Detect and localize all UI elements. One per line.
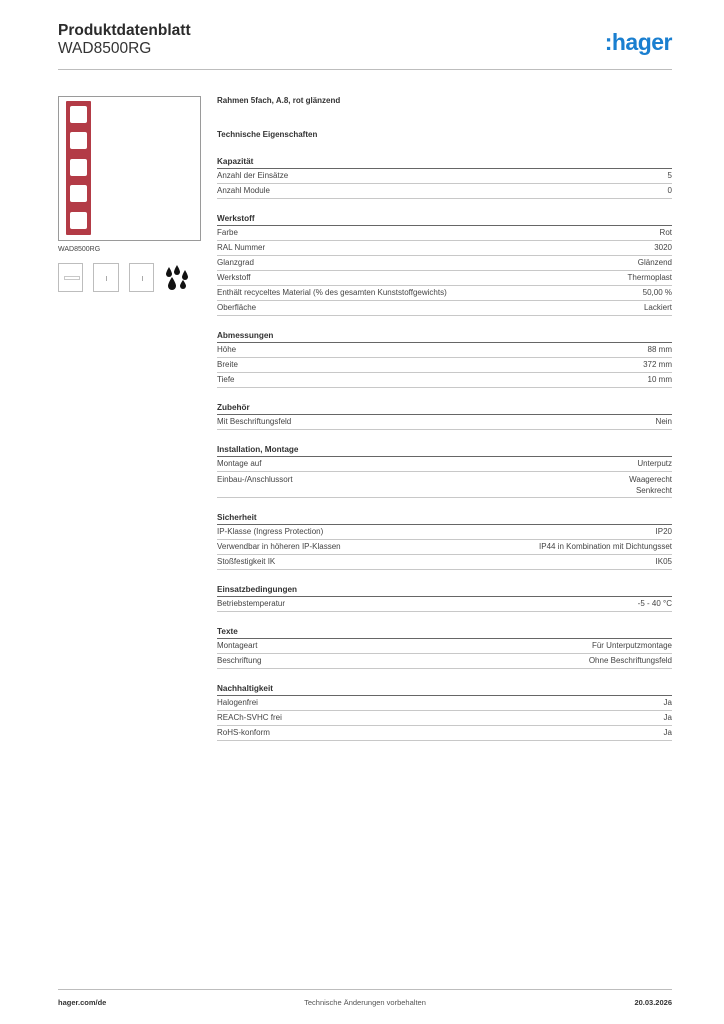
spec-label: Tiefe bbox=[217, 375, 235, 384]
spec-value: 10 mm bbox=[647, 375, 672, 384]
spec-group-title: Texte bbox=[217, 626, 672, 639]
spec-group-title: Abmessungen bbox=[217, 330, 672, 343]
spec-value: IK05 bbox=[655, 557, 672, 566]
spec-row bbox=[217, 472, 672, 498]
spec-group-title: Nachhaltigkeit bbox=[217, 683, 672, 696]
spec-row bbox=[217, 597, 672, 612]
footer-website[interactable]: hager.com/de bbox=[58, 998, 107, 1007]
spec-value: 3020 bbox=[654, 243, 672, 252]
spec-label: Enthält recyceltes Material (% des gesamten Kunststoffgewichts) bbox=[217, 288, 447, 297]
spec-label: Montage auf bbox=[217, 459, 262, 468]
specifications-column bbox=[217, 96, 672, 741]
spec-row bbox=[217, 256, 672, 271]
frame-side-icon[interactable] bbox=[93, 263, 118, 292]
spec-group bbox=[217, 626, 672, 669]
spec-row bbox=[217, 696, 672, 711]
spec-row bbox=[217, 226, 672, 241]
product-media-column bbox=[58, 96, 202, 292]
spec-value: Für Unterputzmontage bbox=[591, 641, 672, 650]
spec-value: Rot bbox=[659, 228, 672, 237]
spec-group bbox=[217, 213, 672, 316]
spec-label: Farbe bbox=[217, 228, 238, 237]
spec-value: IP20 bbox=[655, 527, 672, 536]
spec-label: Anzahl Module bbox=[217, 186, 270, 195]
red-frame-illustration bbox=[66, 101, 91, 235]
spec-row bbox=[217, 241, 672, 256]
spec-label: Einbau-/Anschlussort bbox=[217, 475, 293, 484]
spec-value: Unterputz bbox=[637, 459, 672, 468]
document-title: Produktdatenblatt bbox=[58, 22, 191, 39]
frame-slot bbox=[70, 132, 87, 149]
frame-slot bbox=[70, 106, 87, 123]
spec-value: 0 bbox=[667, 186, 672, 195]
spec-label: Werkstoff bbox=[217, 273, 251, 282]
frame-slot bbox=[70, 185, 87, 202]
spec-group bbox=[217, 330, 672, 388]
spec-value: Ohne Beschriftungsfeld bbox=[588, 656, 672, 665]
spec-row bbox=[217, 654, 672, 669]
spec-label: Breite bbox=[217, 360, 238, 369]
spec-row bbox=[217, 184, 672, 199]
spec-label: Höhe bbox=[217, 345, 237, 354]
spec-label: REACh-SVHC frei bbox=[217, 713, 282, 722]
spec-value: Glänzend bbox=[637, 258, 672, 267]
spec-row bbox=[217, 358, 672, 373]
spec-value: Nein bbox=[655, 417, 672, 426]
spec-label: Halogenfrei bbox=[217, 698, 258, 707]
spec-label: Beschriftung bbox=[217, 656, 262, 665]
spec-value: Thermoplast bbox=[627, 273, 672, 282]
spec-label: Stoßfestigkeit IK bbox=[217, 557, 276, 566]
spec-label: Verwendbar in höheren IP-Klassen bbox=[217, 542, 341, 551]
section-title: Technische Eigenschaften bbox=[217, 130, 318, 139]
spec-label: Oberfläche bbox=[217, 303, 257, 312]
spec-row bbox=[217, 457, 672, 472]
frame-slot bbox=[70, 159, 87, 176]
spec-value: Waagerecht Senkrecht bbox=[629, 475, 672, 495]
spec-row bbox=[217, 301, 672, 316]
product-image bbox=[58, 96, 201, 241]
spec-row bbox=[217, 271, 672, 286]
hager-logo: :hager bbox=[604, 29, 672, 55]
spec-row bbox=[217, 555, 672, 570]
spec-row bbox=[217, 540, 672, 555]
specification-groups bbox=[217, 156, 672, 741]
spec-label: Glanzgrad bbox=[217, 258, 254, 267]
spec-label: Betriebstemperatur bbox=[217, 599, 286, 608]
spec-value: 88 mm bbox=[647, 345, 672, 354]
spec-value: 50,00 % bbox=[642, 288, 672, 297]
frame-slot bbox=[70, 212, 87, 229]
spec-label: Mit Beschriftungsfeld bbox=[217, 417, 292, 426]
page-header bbox=[58, 22, 672, 70]
spec-group-title: Sicherheit bbox=[217, 512, 672, 525]
product-code: WAD8500RG bbox=[58, 40, 152, 57]
image-caption: WAD8500RG bbox=[58, 246, 101, 253]
spec-value: -5 - 40 °C bbox=[637, 599, 672, 608]
frame-front-icon[interactable] bbox=[58, 263, 83, 292]
spec-group bbox=[217, 402, 672, 430]
spec-group-title: Installation, Montage bbox=[217, 444, 672, 457]
spec-value: Ja bbox=[663, 698, 672, 707]
spec-row bbox=[217, 726, 672, 741]
spec-label: Montageart bbox=[217, 641, 258, 650]
spec-label: RoHS-konform bbox=[217, 728, 270, 737]
spec-row bbox=[217, 711, 672, 726]
spec-value: Ja bbox=[663, 728, 672, 737]
spec-value: Ja bbox=[663, 713, 672, 722]
spec-label: Anzahl der Einsätze bbox=[217, 171, 289, 180]
thumbnail-strip bbox=[58, 263, 202, 292]
spec-row bbox=[217, 286, 672, 301]
spec-value: Lackiert bbox=[643, 303, 672, 312]
spec-value: 372 mm bbox=[643, 360, 672, 369]
spec-group-title: Einsatzbedingungen bbox=[217, 584, 672, 597]
spec-group-title: Werkstoff bbox=[217, 213, 672, 226]
spec-group bbox=[217, 444, 672, 498]
spec-row bbox=[217, 343, 672, 358]
spec-group bbox=[217, 683, 672, 741]
water-drops-icon bbox=[164, 263, 192, 292]
footer-note: Technische Änderungen vorbehalten bbox=[304, 998, 426, 1007]
product-name: Rahmen 5fach, A.8, rot glänzend bbox=[217, 96, 341, 105]
page-footer bbox=[58, 989, 672, 1007]
spec-group bbox=[217, 584, 672, 612]
spec-row bbox=[217, 373, 672, 388]
spec-value: IP44 in Kombination mit Dichtungsset bbox=[539, 542, 672, 551]
spec-row bbox=[217, 415, 672, 430]
spec-group-title: Kapazität bbox=[217, 156, 672, 169]
spec-row bbox=[217, 525, 672, 540]
spec-row bbox=[217, 169, 672, 184]
spec-group bbox=[217, 512, 672, 570]
spec-group bbox=[217, 156, 672, 199]
spec-group-title: Zubehör bbox=[217, 402, 672, 415]
spec-label: IP-Klasse (Ingress Protection) bbox=[217, 527, 324, 536]
spec-row bbox=[217, 639, 672, 654]
spec-value: 5 bbox=[667, 171, 672, 180]
footer-date: 20.03.2026 bbox=[634, 998, 672, 1007]
frame-side-icon[interactable] bbox=[129, 263, 154, 292]
spec-label: RAL Nummer bbox=[217, 243, 266, 252]
